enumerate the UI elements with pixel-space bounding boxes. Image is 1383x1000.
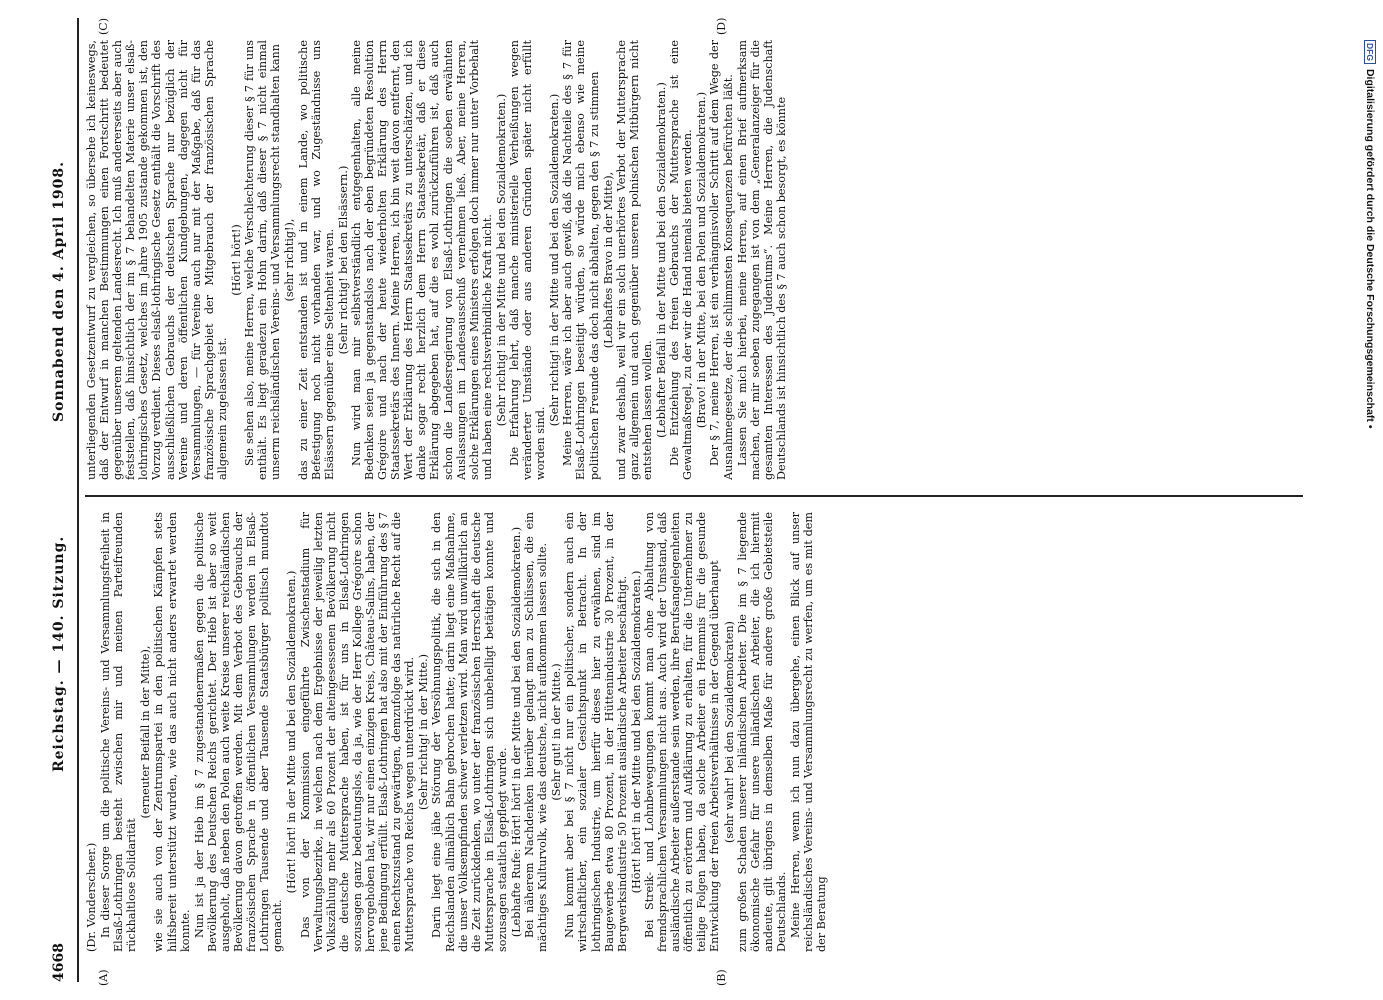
paragraph: Das von der Kommission eingeführte Zwischenstadium für Verwaltungsbezirke, in welchen nach dem Ergebnisse der jeweilig letzten Volkszählung mehr als 60 Prozent der alteingesessenen Bevölkerung nicht die deutsche Muttersprache haben, ist für uns in Elsaß-Lothringen sozusagen ganz bedeutungslos, da ja, wie der Herr Kollege Grégoire schon hervorgehoben hat, wir nur einen einzigen Kreis, Château-Salins, haben, der jene Bedingung erfüllt. Elsaß-Lothringen hat also mit der Einführung des § 7 einen Rechtszustand zu gewärtigen, demzufolge das natürliche Recht auf die Muttersprache von Reichs wegen unterdrückt wird.: [298, 512, 417, 952]
interjection: (Hört! hört! in der Mitte und bei den Sozialdemokraten.): [285, 570, 299, 894]
paragraph: und zwar deshalb, weil wir ein solch unerhörtes Verbot der Muttersprache ganz allgemein und auch gegenüber unseren polnischen Mitbürgern nicht entstehen lassen wollen.: [614, 40, 654, 480]
paragraph: Darin liegt eine jähe Störung der Versöhnungspolitik, die sich in den Reichslanden allmählich Bahn gebrochen hatte; darin liegt eine Maßnahme, die unser Volksempfinden schwer verletzen wird. Man wird unwillkürlich an die Zeit zurückdenken, wo unter der französischen Herrschaft die deutsche Muttersprache in Elsaß-Lothringen sich unbehelligt betätigen konnte und sozusagen staatlich gepflegt wurde.: [430, 512, 509, 952]
right-column: [85, 40, 1303, 480]
interjection: (Hört! hört! in der Mitte und bei den Sozialdemokraten.): [629, 570, 643, 894]
margin-mark-d: (D): [715, 17, 728, 35]
interjection: (Sehr gut! in der Mitte.): [550, 663, 564, 801]
digitization-credit: Digitalisierung gefördert durch die Deutsche Forschungsgemeinschaft •: [1364, 68, 1376, 429]
paragraph: Die Entziehung des freien Gebrauchs der Muttersprache ist eine Gewaltmaßregel, zu der wir die Hand niemals bieten werden.: [668, 40, 695, 480]
paragraph: unterliegenden Gesetzentwurf zu vergleichen, so übersehe ich keineswegs, daß der Entwurf in manchen Bestimmungen einen Fortschritt bedeutet gegenüber unserem geltenden Landesrecht. Ich muß andererseits aber auch feststellen, daß hinsichtlich der im § 7 behandelten Materie unser elsaß-lothringisches Gesetz, welches im Jahre 1905 zustande gekommen ist, den Vorzug verdient. Dieses elsaß-lothringische Gesetz enthält die Vorschrift des ausschließlichen Gebrauchs der deutschen Sprache nur bezüglich der Vereine und deren öffentlichen Kundgebungen, dagegen nicht für Versammlungen, — für Vereine auch nur mit der Maßgabe, daß für das französische Sprachgebiet der Mitgebrauch der französischen Sprache allgemein zugelassen ist.: [85, 40, 229, 480]
session-title: Reichstag. — 140. Sitzung.: [51, 535, 67, 772]
paragraph: Nun wird man mir selbstverständlich entgegenhalten, alle meine Bedenken seien ja gegenstandslos nach der eben begründeten Resolution Grégoire und nach der heute wiederholten Erklärung des Herrn Staatssekretärs des Innern. Meine Herren, ich bin weit davon entfernt, den Wert der Erklärung des Herrn Staatssekretärs zu unterschätzen, und ich danke sogar recht herzlich dem Herrn Staatssekretär, daß er diese Erklärung abgegeben hat, auf die es wohl zurückzuführen ist, daß auch schon die Landesregierung von Elsaß-Lothringen die soeben erwähnten Auslassungen im Landesausschuß vernehmen ließ. Aber, meine Herren, solche Erklärungen eines Ministers erfolgen doch immer nur unter Vorbehalt und haben eine rechtsverbindliche Kraft nicht.: [349, 40, 494, 480]
interjection: (Sehr richtig! bei den Elsässern.): [336, 165, 350, 355]
interjection: (Lebhaftes Bravo in der Mitte),: [601, 171, 615, 349]
paragraph: Meine Herren, wäre ich aber auch gewiß, daß die Nachteile des § 7 für Elsaß-Lothringen beseitigt würden, so würde mich ebenso wie meine politischen Freunde das doch nicht abhalten, gegen den § 7 zu stimmen: [561, 40, 601, 480]
header-rule: [77, 18, 79, 982]
paragraph: Bei näherem Nachdenken hierüber gelangt man zu Schlüssen, die ein mächtiges Kulturvolk, wie das deutsche, nicht aufkommen lassen sollte.: [523, 512, 550, 952]
interjection: (sehr wahr! bei den Sozialdemokraten): [722, 621, 736, 843]
paragraph: zum großen Schaden unserer inländischen Arbeiter. Die im § 7 liegende ökonomische Gefahr für unsere inländischen Arbeiter, die ich hiermit andeute, gilt übrigens in demselben Maße für andere große Gebietsteile Deutschlands.: [735, 512, 788, 952]
paragraph: Meine Herren, wenn ich nun dazu übergehe, einen Blick auf unser reichsländisches Vereins- und Versammlungsrecht zu werfen, um es mit dem der Beratung: [788, 512, 829, 952]
margin-mark-a: (A): [97, 969, 110, 986]
paragraph: In dieser Sorge um die politische Vereins- und Versammlungsfreiheit in Elsaß-Lothringen besteht zwischen mir und meinen Parteifreunden rückhaltlose Solidarität: [99, 512, 139, 952]
interjection: (Sehr richtig! in der Mitte und bei den Sozialdemokraten.): [548, 93, 562, 427]
paragraph: Lassen Sie mich hierbei, meine Herren, auf einen Brief aufmerksam machen, der mir soeben zugegangen ist von dem „Generalanzeiger für die gesamten Interessen des Judentums“. Meine Herren, die Judenschaft Deutschlands ist hinsichtlich des § 7 auch schon besorgt, es könnte: [735, 40, 788, 480]
margin-mark-c: (C): [97, 18, 110, 35]
column-divider: [85, 495, 1303, 497]
interjection: (Bravo! in der Mitte, bei den Polen und Sozialdemokraten.): [695, 91, 709, 429]
dfg-logo: DFG: [1364, 40, 1376, 64]
page-number: 4668: [51, 943, 67, 982]
speaker-label: (Dr. Vonderscheer.): [85, 842, 98, 952]
interjection: (Sehr richtig! in der Mitte.): [417, 653, 431, 811]
paragraph: Nun kommt aber bei § 7 nicht nur ein politischer, sondern auch ein wirtschaftlicher, ein sozialer Gesichtspunkt in Betracht. In der lothringischen Industrie, um hierfür dieses hier zu erwähnen, sind im Baugewerbe etwa 80 Prozent, in der Hüttenindustrie 30 Prozent, in der Bergwerksindustrie 50 Prozent ausländische Arbeiter beschäftigt.: [563, 512, 629, 952]
paragraph: Der § 7, meine Herren, ist ein verhängnisvoller Schritt auf dem Wege der Ausnahmegesetze, der die schlimmsten Konsequenzen befürchten läßt.: [708, 40, 735, 480]
margin-mark-b: (B): [715, 969, 728, 986]
paragraph: Bei Streik- und Lohnbewegungen kommt man ohne Abhaltung von fremdsprachlichen Versammlungen nicht aus. Auch wird der Umstand, daß ausländische Arbeiter außerstande sein werden, ihre Berufsangelegenheiten öffentlich zu erörtern und Aufklärung zu erhalten, für die Unternehmer zu teilige Folgen haben, da solche Arbeiter ein Hemmnis für die gesunde Entwicklung der freien Arbeitsverhältnisse in der Gegend überhaupt: [642, 512, 722, 952]
paragraph: Sie sehen also, meine Herren, welche Verschlechterung dieser § 7 für uns enthält. Es liegt geradezu ein Hohn darin, daß dieser § 7 nicht einmal unserm reichsländischen Vereins- und Versammlungsrecht standhalten kann: [243, 40, 283, 480]
paragraph: Nun ist ja der Hieb im § 7 zugestandenermaßen gegen die politische Bevölkerung des Deutschen Reichs gerichtet. Der Hieb ist aber so weit ausgeholt, daß neben den Polen auch weite Kreise unserer reichsländischen Bevölkerung davon getroffen werden. Mit dem Verbot des Gebrauchs der französischen Sprache in öffentlichen Versammlungen werden in Elsaß-Lothringen Tausende und aber Tausende Staatsbürger politisch mundtot gemacht.: [192, 512, 285, 952]
date-title: Sonnabend den 4. April 1908.: [51, 160, 67, 422]
interjection: (Hört! hört!): [230, 224, 244, 296]
paragraph: Die Erfahrung lehrt, daß manche ministerielle Verheißungen wegen veränderter Umstände oder aus anderen Gründen später nicht erfüllt worden sind.: [508, 40, 548, 480]
page-header: [53, 18, 77, 982]
interjection: (Lebhafte Rufe: Hört! hört! in der Mitte und bei den Sozialdemokraten.): [510, 526, 523, 938]
interjection: (Sehr richtig! in der Mitte und bei den Sozialdemokraten.): [494, 93, 508, 427]
digitization-note: [1358, 10, 1380, 970]
interjection: (sehr richtig!),: [283, 218, 297, 302]
interjection: (erneuter Beifall in der Mitte),: [139, 645, 153, 819]
left-column: [85, 512, 1303, 952]
paragraph: das zu einer Zeit entstanden ist und in einem Lande, wo politische Befestigung noch nicht vorhanden war, und wo Zugeständnisse uns Elsässern gegenüber eine Seltenheit waren.: [296, 40, 336, 480]
paragraph: wie sie auch von der Zentrumspartei in den politischen Kämpfen stets hilfsbereit unterstützt wurden, wie das auch nicht anders erwartet werden konnte.: [152, 512, 192, 952]
interjection: (Lebhafter Beifall in der Mitte und bei den Sozialdemokraten.): [655, 82, 669, 438]
rotated-page: [15, 0, 1315, 1000]
